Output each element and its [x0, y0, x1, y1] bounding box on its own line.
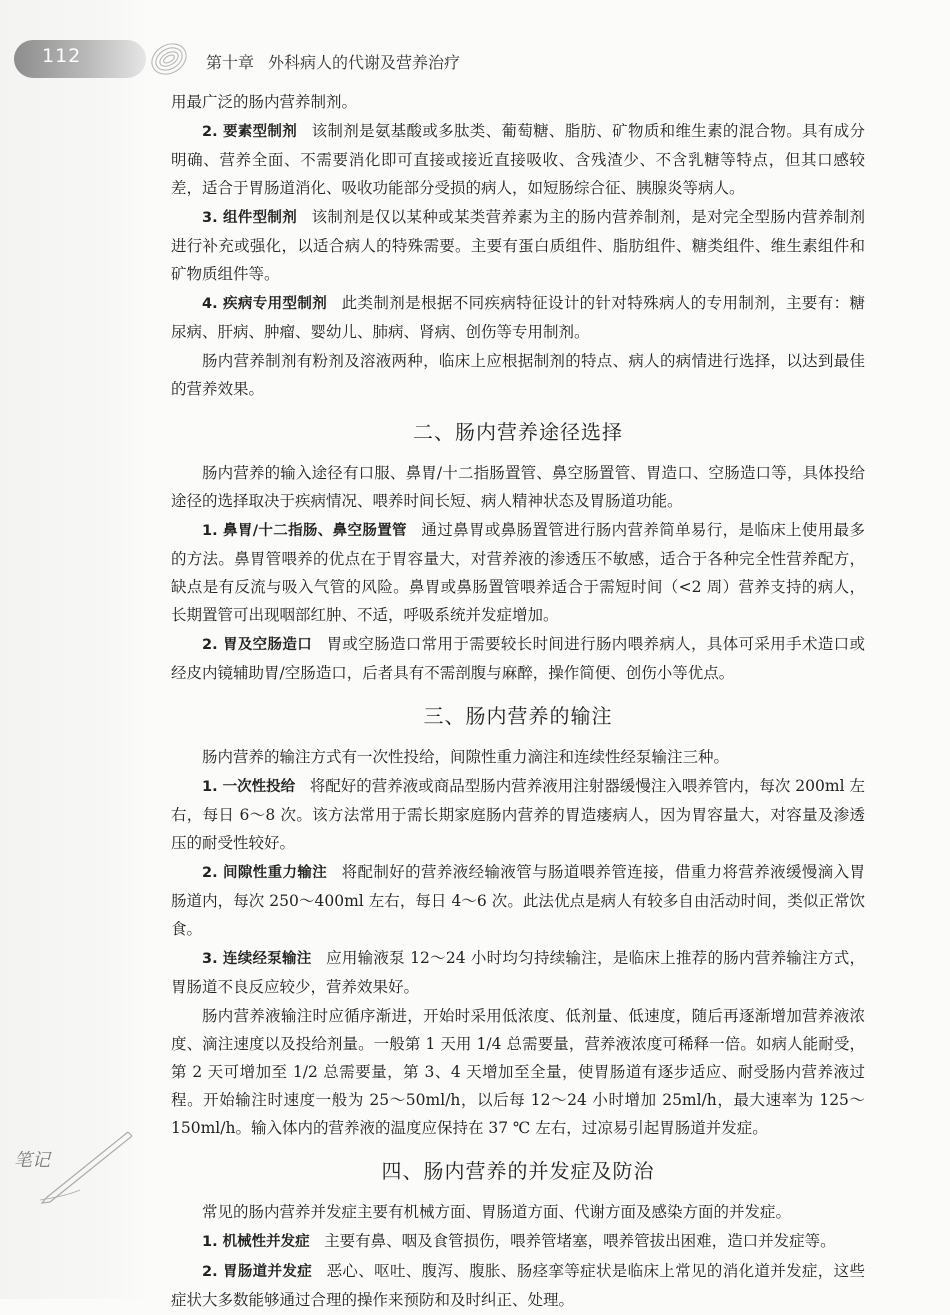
paragraph-disease-specific-formula: [171, 289, 865, 346]
section-title-complications: 四、肠内营养的并发症及防治: [381, 1159, 655, 1183]
term-nasal-tube: 1. 鼻胃/十二指肠、鼻空肠置管: [202, 523, 407, 539]
page-content: [171, 88, 865, 1315]
chapter-header: [206, 50, 460, 73]
term-stoma: 2. 胃及空肠造口: [202, 637, 313, 653]
chapter-number: 第十章: [206, 53, 255, 72]
margin-strip: [0, 0, 150, 1299]
text-stoma: 胃或空肠造口常用于需要较长时间进行肠内喂养病人，具体可采用手术造口或经皮内镜辅助胃/空肠造口，后者具有不需剖腹与麻醉，操作简便、创伤小等优点。: [171, 635, 865, 682]
paragraph-infusion-rate: 肠内营养液输注时应循序渐进，开始时采用低浓度、低剂量、低速度，随后再逐渐增加营养液浓度、滴注速度以及投给剂量。一般第 1 天用 1/4 总需要量，营养液浓度可稀释一倍。如病人能耐受，第 2 天可增加至 1/2 总需要量，第 3、4 天增加至全量，使胃肠道有逐步适应、耐受肠内营养液过程。开始输注时速度一般为 25～50ml/h，以后每 12～24 小时增加 25ml/h，最大速率为 125～150ml/h。输入体内的营养液的温度应保持在 37 ℃ 左右，过凉易引起胃肠道并发症。: [171, 1007, 865, 1137]
paragraph-bolus: [171, 772, 865, 857]
paragraph-route-intro: 肠内营养的输入途径有口服、鼻胃/十二指肠置管、鼻空肠置管、胃造口、空肠造口等，具体投给途径的选择取决于疾病情况、喂养时间长短、病人精神状态及胃肠道功能。: [171, 464, 865, 510]
term-pump-infusion: 3. 连续经泵输注: [202, 951, 312, 967]
paragraph-stoma: [171, 630, 865, 687]
term-elemental-formula: 2. 要素型制剂: [202, 124, 298, 140]
text-modular-formula: 该制剂是仅以某种或某类营养素为主的肠内营养制剂，是对完全型肠内营养制剂进行补充或强化，以适合病人的特殊需要。主要有蛋白质组件、脂肪组件、糖类组件、维生素组件和矿物质组件等。: [171, 208, 865, 283]
term-bolus: 1. 一次性投给: [202, 779, 296, 795]
term-modular-formula: 3. 组件型制剂: [202, 210, 298, 226]
chapter-title: 外科病人的代谢及营养治疗: [268, 53, 461, 72]
paragraph-formula-forms: 肠内营养制剂有粉剂及溶液两种，临床上应根据制剂的特点、病人的病情进行选择，以达到最佳的营养效果。: [171, 352, 865, 398]
text-pump-infusion: 应用输液泵 12～24 小时均匀持续输注，是临床上推荐的肠内营养输注方式，胃肠道不良反应较少，营养效果好。: [171, 949, 865, 996]
term-gi-complications: 2. 胃肠道并发症: [202, 1264, 313, 1280]
page-number: 112: [42, 45, 82, 67]
paragraph-continuation: 用最广泛的肠内营养制剂。: [171, 93, 358, 111]
swirl-ornament-icon: [146, 36, 192, 82]
term-mechanical-complications: 1. 机械性并发症: [202, 1234, 310, 1250]
paragraph-elemental-formula: [171, 117, 865, 202]
text-elemental-formula: 该制剂是氨基酸或多肽类、葡萄糖、脂肪、矿物质和维生素的混合物。具有成分明确、营养全面、不需要消化即可直接或接近直接吸收、含残渣少、不含乳糖等特点，但其口感较差，适合于胃肠道消化、吸收功能部分受损的病人，如短肠综合征、胰腺炎等病人。: [171, 122, 865, 197]
section-title-infusion: 三、肠内营养的输注: [423, 704, 613, 728]
paragraph-nasal-tube: [171, 516, 865, 629]
paragraph-pump-infusion: [171, 944, 865, 1001]
text-gravity-drip: 将配制好的营养液经输液管与肠道喂养管连接，借重力将营养液缓慢滴入胃肠道内，每次 250～400ml 左右，每日 4～6 次。此法优点是病人有较多自由活动时间，类似正常饮食。: [171, 863, 865, 938]
paragraph-infusion-intro: 肠内营养的输注方式有一次性投给，间隙性重力滴注和连续性经泵输注三种。: [202, 748, 730, 766]
section-title-route: 二、肠内营养途径选择: [413, 420, 623, 444]
text-bolus: 将配好的营养液或商品型肠内营养液用注射器缓慢注入喂养管内，每次 200ml 左右，每日 6～8 次。该方法常用于需长期家庭肠内营养的胃造瘘病人，因为胃容量大，对容量及渗透压的耐受性较好。: [171, 777, 865, 852]
paragraph-mechanical-complications: [171, 1227, 865, 1256]
paragraph-complications-intro: 常见的肠内营养并发症主要有机械方面、胃肠道方面、代谢方面及感染方面的并发症。: [202, 1203, 792, 1221]
paragraph-gi-complications: [171, 1257, 865, 1314]
paragraph-gravity-drip: [171, 858, 865, 943]
text-disease-specific-formula: 此类制剂是根据不同疾病特征设计的针对特殊病人的专用制剂，主要有：糖尿病、肝病、肿瘤、婴幼儿、肺病、肾病、创伤等专用制剂。: [171, 294, 865, 341]
pencil-icon: [36, 1124, 140, 1204]
text-nasal-tube: 通过鼻胃或鼻肠置管进行肠内营养简单易行，是临床上使用最多的方法。鼻胃管喂养的优点在于胃容量大，对营养液的渗透压不敏感，适合于各种完全性营养配方，缺点是有反流与吸入气管的风险。鼻胃或鼻肠置管喂养适合于需短时间（<2 周）营养支持的病人，长期置管可出现咽部红肿、不适，呼吸系统并发症增加。: [171, 521, 865, 624]
text-gi-complications: 恶心、呕吐、腹泻、腹胀、肠痉挛等症状是临床上常见的消化道并发症，这些症状大多数能够通过合理的操作来预防和及时纠正、处理。: [171, 1262, 865, 1309]
text-mechanical-complications: 主要有鼻、咽及食管损伤，喂养管堵塞，喂养管拔出困难，造口并发症等。: [324, 1232, 836, 1250]
term-disease-specific-formula: 4. 疾病专用型制剂: [202, 296, 328, 312]
term-gravity-drip: 2. 间隙性重力输注: [202, 865, 328, 881]
notes-label: 笔记: [14, 1150, 50, 1171]
paragraph-modular-formula: [171, 203, 865, 288]
